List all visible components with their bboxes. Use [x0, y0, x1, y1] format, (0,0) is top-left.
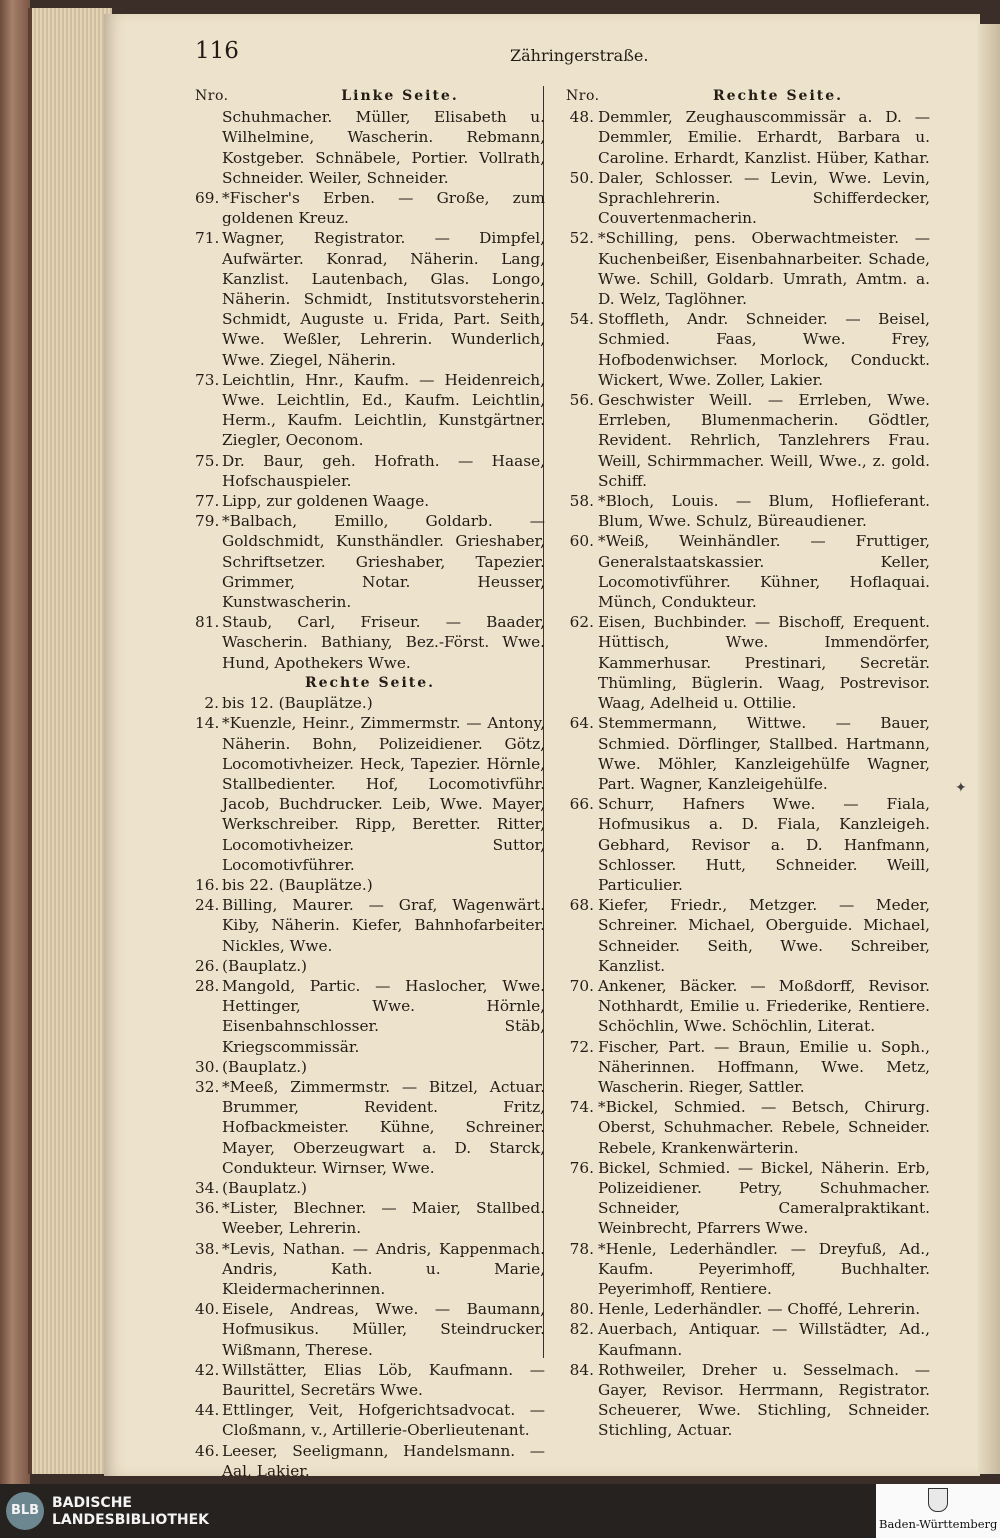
address-entry: [566, 1360, 930, 1441]
residents-text: (Bauplatz.): [222, 1057, 308, 1076]
house-number: 75.: [195, 451, 220, 470]
residents-text: *Weiß, Weinhändler. — Fruttiger, Generalstaatskassier. Keller, Locomotivführer. Kühner, Hoflaquai. Münch, Condukteur.: [598, 532, 930, 612]
residents-text: Kiefer, Friedr., Metzger. — Meder, Schreiner. Michael, Oberguide. Michael, Schneider. Seith, Wwe. Schreiber, Kanzlist.: [598, 896, 930, 975]
residents-text: Henle, Lederhändler. — Choffé, Lehrerin.: [598, 1300, 921, 1319]
residents-text: Stemmermann, Wittwe. — Bauer, Schmied. Dörflinger, Stallbed. Hartmann, Wwe. Möhler, Kanzleigehülfe Wagner, Part. Wagner, Kanzleigehülfe.: [598, 714, 930, 793]
address-entry: [566, 531, 930, 612]
house-number: 52.: [569, 229, 594, 248]
residents-text: bis 22. (Bauplätze.): [222, 875, 373, 894]
residents-text: Leeser, Seeligmann, Handelsmann. — Aal, Lakier.: [222, 1441, 545, 1480]
side-label: Rechte Seite.: [712, 88, 844, 104]
residents-text: Mangold, Partic. — Haslocher, Wwe. Hettinger, Wwe. Hörnle, Eisenbahnschlosser. Stäb, Kriegscommissär.: [222, 976, 545, 1056]
address-entry: [566, 1097, 930, 1158]
left-entries: [195, 188, 545, 673]
address-entry: [566, 390, 930, 491]
residents-text: *Levis, Nathan. — Andris, Kappenmach. Andris, Kath. u. Marie, Kleidermacherinnen.: [222, 1239, 545, 1298]
left-column-header: [195, 86, 545, 106]
house-number: 72.: [569, 1037, 594, 1056]
book-spine: [0, 0, 30, 1484]
address-entry: [566, 612, 930, 713]
house-number: 74.: [569, 1098, 594, 1117]
residents-text: (Bauplatz.): [222, 956, 308, 975]
address-entry: [195, 713, 545, 875]
nro-label: Nro.: [195, 88, 229, 104]
residents-text: Leichtlin, Hnr., Kaufm. — Heidenreich, Wwe. Leichtlin, Ed., Kaufm. Leichtlin, Herm., Kaufm. Leichtlin, Kunstgärtner. Ziegler, Oeconom.: [222, 370, 545, 450]
footer-bar: [0, 1484, 1000, 1538]
address-entry: [195, 228, 545, 369]
running-title: Zähringerstraße.: [510, 46, 649, 65]
address-entry: [566, 976, 930, 1037]
library-line-2: LANDESBIBLIOTHEK: [52, 1512, 210, 1528]
address-entry: [195, 451, 545, 491]
house-number: 84.: [569, 1360, 594, 1379]
residents-text: Daler, Schlosser. — Levin, Wwe. Levin, Sprachlehrerin. Schifferdecker, Couvertenmacherin.: [598, 168, 930, 228]
page-mark-icon: ✦: [955, 780, 967, 796]
house-number: 82.: [569, 1320, 594, 1339]
address-entry: [195, 1198, 545, 1238]
address-entry: [566, 1158, 930, 1239]
address-entry: [566, 1299, 930, 1319]
house-number: 46.: [195, 1441, 220, 1460]
residents-text: Willstätter, Elias Löb, Kaufmann. — Baurittel, Secretärs Wwe.: [222, 1360, 545, 1399]
address-entry: [566, 1037, 930, 1098]
residents-text: *Schilling, pens. Oberwachtmeister. — Kuchenbeißer, Eisenbahnarbeiter. Schade, Wwe. Schill, Goldarb. Umrath, Amtm. a. D. Welz, Taglöhner.: [598, 229, 930, 309]
continuation-text: Schuhmacher. Müller, Elisabeth u. Wilhelmine, Wascherin. Rebmann, Kostgeber. Schnäbele, Portier. Vollrath, Schneider. Weiler, Schneider.: [222, 108, 545, 187]
address-entry: [195, 491, 545, 511]
address-entry: [195, 1400, 545, 1440]
bw-label: Baden-Württemberg: [879, 1517, 998, 1531]
house-number: 70.: [569, 976, 594, 995]
address-entry: [195, 956, 545, 976]
address-entry: [195, 1441, 545, 1481]
residents-text: Bickel, Schmied. — Bickel, Näherin. Erb, Polizeidiener. Petry, Schuhmacher. Schneider, Cameralpraktikant. Weinbrecht, Pfarrers Wwe.: [598, 1158, 930, 1238]
address-entry: [566, 1319, 930, 1359]
address-entry: [195, 1360, 545, 1400]
residents-text: (Bauplatz.): [222, 1178, 308, 1197]
house-number: 77.: [195, 492, 220, 511]
address-entry: [195, 1077, 545, 1178]
address-entry: [195, 1299, 545, 1360]
blb-logo[interactable]: BLB: [6, 1492, 44, 1530]
left-column: [195, 86, 545, 1481]
address-entry: [195, 370, 545, 451]
address-entry: [195, 976, 545, 1057]
page-header: [195, 38, 955, 78]
residents-text: Lipp, zur goldenen Waage.: [222, 492, 430, 511]
residents-text: Ankener, Bäcker. — Moßdorff, Revisor. Nothhardt, Emilie u. Friederike, Rentiere. Schöchlin, Wwe. Schöchlin, Literat.: [598, 976, 930, 1036]
house-number: 69.: [195, 189, 220, 208]
address-entry: [566, 228, 930, 309]
address-entry: [195, 1178, 545, 1198]
residents-text: *Henle, Lederhändler. — Dreyfuß, Ad., Kaufm. Peyerimhoff, Buchhalter. Peyerimhoff, Rentiere.: [598, 1239, 930, 1298]
house-number: 78.: [569, 1239, 594, 1258]
subheading: Rechte Seite.: [304, 674, 436, 691]
residents-text: Auerbach, Antiquar. — Willstädter, Ad., Kaufmann.: [598, 1320, 930, 1359]
address-entry: [195, 1239, 545, 1300]
address-entry: [566, 1239, 930, 1300]
nro-label: Nro.: [566, 88, 600, 104]
residents-text: Eisele, Andreas, Wwe. — Baumann, Hofmusikus. Müller, Steindrucker. Wißmann, Therese.: [222, 1300, 545, 1359]
house-number: 2.: [204, 694, 219, 713]
page-number: 116: [195, 38, 239, 64]
house-number: 36.: [195, 1199, 220, 1218]
residents-text: Geschwister Weill. — Errleben, Wwe. Errleben, Blumenmacherin. Gödtler, Revident. Rehrlich, Tanzlehrers Frau. Weill, Schirmmacher. Weill, Wwe., z. gold. Schiff.: [598, 391, 930, 490]
page-edges: [28, 8, 112, 1474]
residents-text: Stoffleth, Andr. Schneider. — Beisel, Schmied. Faas, Wwe. Frey, Hofbodenwichser. Morlock, Conduckt. Wickert, Wwe. Zoller, Lakier.: [598, 310, 930, 389]
house-number: 32.: [195, 1077, 220, 1096]
address-entry: [566, 491, 930, 531]
address-entry: [566, 309, 930, 390]
residents-text: bis 12. (Bauplätze.): [222, 694, 373, 713]
address-entry: [195, 895, 545, 956]
right-column: [566, 86, 930, 1441]
right-column-header: [566, 86, 930, 106]
coat-of-arms-icon: [928, 1488, 948, 1512]
house-number: 40.: [195, 1300, 220, 1319]
left-entries-2: [195, 693, 545, 1481]
house-number: 34.: [195, 1178, 220, 1197]
residents-text: Ettlinger, Veit, Hofgerichtsadvocat. — Cloßmann, v., Artillerie-Oberlieutenant.: [222, 1401, 545, 1440]
residents-text: *Bickel, Schmied. — Betsch, Chirurg. Oberst, Schuhmacher. Rebele, Schneider. Rebele, Krankenwärterin.: [598, 1098, 930, 1157]
house-number: 30.: [195, 1057, 220, 1076]
house-number: 38.: [195, 1239, 220, 1258]
house-number: 14.: [195, 714, 220, 733]
residents-text: *Bloch, Louis. — Blum, Hoflieferant. Blum, Wwe. Schulz, Büreaudiener.: [598, 492, 930, 531]
house-number: 68.: [569, 896, 594, 915]
house-number: 80.: [569, 1300, 594, 1319]
residents-text: Billing, Maurer. — Graf, Wagenwärt. Kiby, Näherin. Kiefer, Bahnhofarbeiter. Nickles, Wwe.: [222, 896, 545, 955]
house-number: 24.: [195, 896, 220, 915]
house-number: 58.: [569, 492, 594, 511]
right-entries: [566, 107, 930, 1440]
address-entry: [195, 612, 545, 673]
residents-text: *Fischer's Erben. — Große, zum goldenen Kreuz.: [222, 189, 545, 228]
residents-text: Fischer, Part. — Braun, Emilie u. Soph., Näherinnen. Hoffmann, Wwe. Metz, Wascherin. Rieger, Sattler.: [598, 1037, 930, 1096]
address-entry: [566, 168, 930, 229]
address-entry: [195, 693, 545, 713]
house-number: 50.: [569, 168, 594, 187]
bw-logo[interactable]: [876, 1484, 1000, 1538]
house-number: 81.: [195, 613, 220, 632]
house-number: 28.: [195, 976, 220, 995]
residents-text: *Lister, Blechner. — Maier, Stallbed. Weeber, Lehrerin.: [222, 1199, 545, 1238]
house-number: 16.: [195, 875, 220, 894]
house-number: 54.: [569, 310, 594, 329]
house-number: 73.: [195, 370, 220, 389]
house-number: 26.: [195, 956, 220, 975]
house-number: 42.: [195, 1360, 220, 1379]
house-number: 64.: [569, 714, 594, 733]
residents-text: Dr. Baur, geh. Hofrath. — Haase, Hofschauspieler.: [222, 451, 545, 490]
house-number: 60.: [569, 532, 594, 551]
house-number: 66.: [569, 795, 594, 814]
residents-text: Wagner, Registrator. — Dimpfel, Aufwärter. Konrad, Näherin. Lang, Kanzlist. Lautenbach, Glas. Longo, Näherin. Schmidt, Institutsvorsteherin. Schmidt, Auguste u. Frida, Part. Seith, Wwe. Weßler, Lehrerin. Wunderlich, Wwe. Ziegel, Näherin.: [222, 229, 545, 369]
residents-text: Schurr, Hafners Wwe. — Fiala, Hofmusikus a. D. Fiala, Kanzleigeh. Gebhard, Revisor a. D. Hanfmann, Schlosser. Hutt, Schneider. Weill, Particulier.: [598, 795, 930, 894]
house-number: 44.: [195, 1401, 220, 1420]
residents-text: *Kuenzle, Heinr., Zimmermstr. — Antony, Näherin. Bohn, Polizeidiener. Götz, Locomotivheizer. Heck, Tapezier. Hörnle, Stallbedienter. Hof, Locomotivführ. Jacob, Buchdrucker. Leib, Wwe. Mayer, Werkschreiber. Ripp, Beretter. Ritter, Locomotivheizer. Suttor, Locomotivführer.: [222, 714, 545, 874]
residents-text: Eisen, Buchbinder. — Bischoff, Erequent. Hüttisch, Wwe. Immendörfer, Kammerhusar. Prestinari, Secretär. Thümling, Büglerin. Waag, Postrevisor. Waag, Adelheid u. Ottilie.: [598, 613, 930, 713]
residents-text: Demmler, Zeughauscommissär a. D. — Demmler, Emilie. Erhardt, Barbara u. Caroline. Erhardt, Kanzlist. Hüber, Kathar.: [598, 108, 930, 167]
address-entry: [195, 875, 545, 895]
address-entry: [566, 794, 930, 895]
address-entry: [195, 1057, 545, 1077]
side-label: Linke Seite.: [341, 88, 459, 104]
library-line-1: BADISCHE: [52, 1495, 132, 1511]
house-number: 79.: [195, 512, 220, 531]
residents-text: *Meeß, Zimmermstr. — Bitzel, Actuar. Brummer, Revident. Fritz, Hofbackmeister. Kühne, Schreiner. Mayer, Oberzeugwart a. D. Starck, Condukteur. Wirnser, Wwe.: [222, 1077, 545, 1177]
right-page-edge: [978, 24, 1000, 1474]
residents-text: Rothweiler, Dreher u. Sesselmach. — Gayer, Revisor. Herrmann, Registrator. Scheuerer, Wwe. Stichling, Schneider. Stichling, Actuar.: [598, 1360, 930, 1440]
address-entry: [566, 713, 930, 794]
address-entry: [566, 895, 930, 976]
house-number: 62.: [569, 613, 594, 632]
address-entry: [195, 188, 545, 228]
house-number: 56.: [569, 391, 594, 410]
house-number: 48.: [569, 108, 594, 127]
house-number: 71.: [195, 229, 220, 248]
residents-text: *Balbach, Emillo, Goldarb. — Goldschmidt, Kunsthändler. Grieshaber, Schriftsetzer. Grieshaber, Tapezier. Grimmer, Notar. Heusser, Kunstwascherin.: [222, 512, 545, 612]
address-entry: [566, 107, 930, 168]
house-number: 76.: [569, 1158, 594, 1177]
address-entry: [195, 511, 545, 612]
library-name[interactable]: [52, 1495, 209, 1529]
residents-text: Staub, Carl, Friseur. — Baader, Wascherin. Bathiany, Bez.-Först. Wwe. Hund, Apothekers Wwe.: [222, 613, 545, 672]
